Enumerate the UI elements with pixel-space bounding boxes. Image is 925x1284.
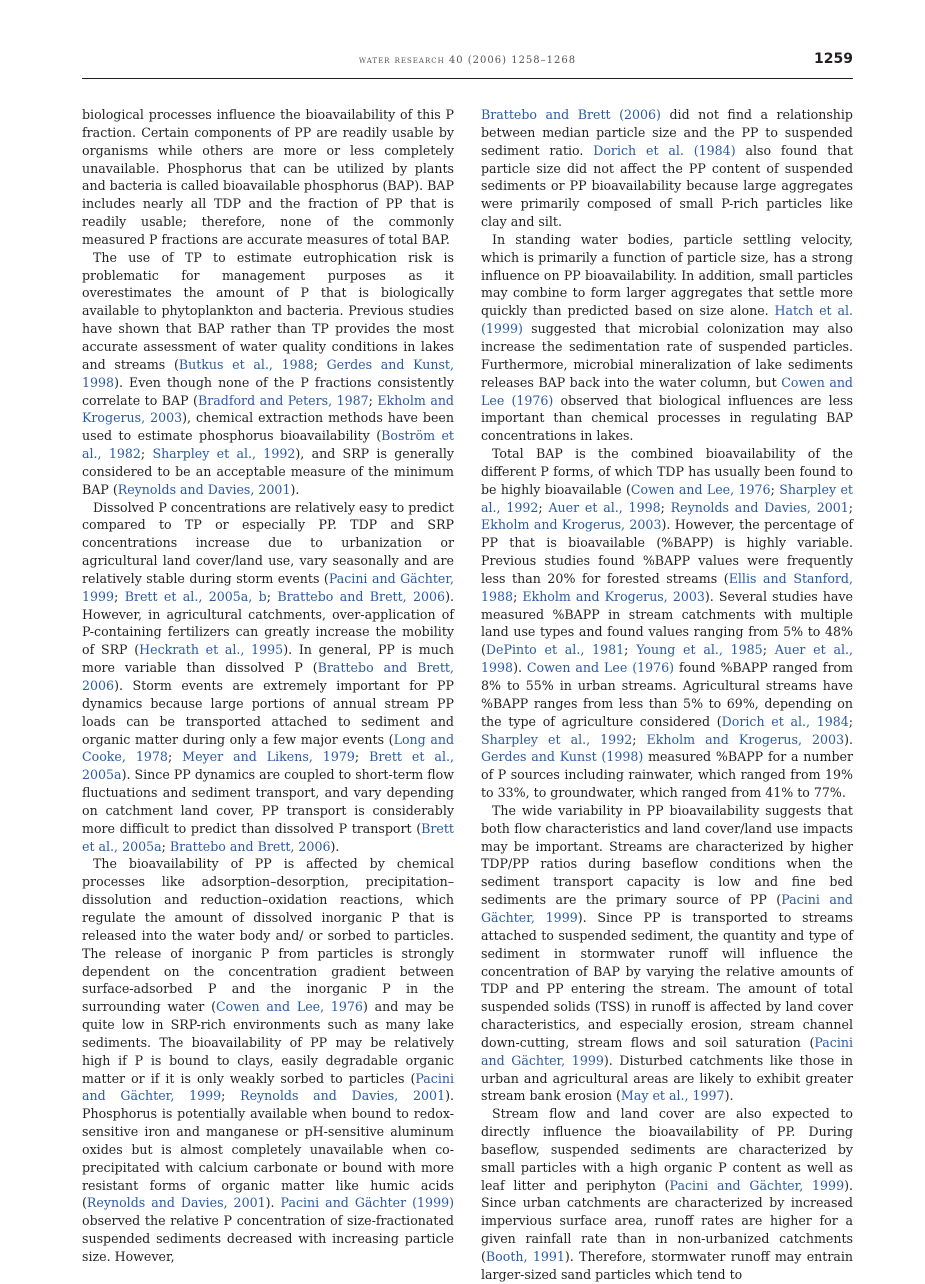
body-text: ;	[770, 481, 780, 497]
citation-link[interactable]: Heckrath et al., 1995	[139, 642, 284, 658]
citation-link[interactable]: Pacini and Gächter, 1999	[82, 1070, 454, 1104]
citation-link[interactable]: Sharpley et al., 1992	[481, 481, 853, 515]
body-text: ) and may be quite low in SRP-rich environments such as many lake sediments. The bioavailability of PP may be relatively high if P is bound to clays, easily degradable organic matter or if it is only weakly sorbed to particles (	[82, 999, 455, 1086]
journal-citation: water research 40 (2006) 1258–1268	[358, 55, 577, 66]
body-text: Total BAP is the combined bioavailability of the different P forms, of which TDP has usually been found to be highly bioavailable (	[481, 446, 853, 497]
body-text: ;	[762, 642, 775, 658]
body-text: ;	[354, 749, 370, 765]
body-text: ;	[660, 499, 671, 515]
body-text: ;	[221, 1088, 241, 1104]
citation-link[interactable]: Cowen and Lee, 1976	[630, 481, 771, 497]
body-text: ).	[844, 731, 853, 747]
body-text: also found that particle size did not affect the PP content of suspended sediments or PP bioavailability because large aggregates were primarily composed of small P-rich particles like clay and silt.	[481, 142, 853, 230]
paragraph	[82, 106, 454, 249]
citation-link[interactable]: Brattebo and Brett, 2006	[169, 838, 331, 854]
citation-link[interactable]: Cowen and Lee, 1976	[216, 999, 363, 1015]
body-text: biological processes influence the bioavailability of this P fraction. Certain components of PP are readily usable by organisms while others are more or less completely unavailable. Phosphorus that can be utilized by plants and bacteria is called bioavailable phosphorus (BAP). BAP includes nearly all TDP and the fraction of PP that is readily usable; therefore, none of the commonly measured P fractions are accurate measures of total BAP.	[82, 107, 454, 247]
paragraph	[481, 106, 853, 231]
citation-link[interactable]: Gerdes and Kunst, 1998	[82, 356, 454, 390]
paragraph	[82, 499, 454, 856]
citation-link[interactable]: Brattebo and Brett, 2006	[82, 660, 454, 693]
citation-link[interactable]: Pacini and Gächter, 1999	[481, 892, 853, 925]
body-text: ;	[624, 642, 637, 658]
citation-link[interactable]: Reynolds and Davies, 2001	[117, 481, 291, 497]
body-text: ). Even though none of the P fractions consistently correlate to BAP (	[82, 374, 454, 408]
citation-link[interactable]: Pacini and Gächter (1999)	[280, 1195, 455, 1211]
body-text: measured %BAPP for a number of P sources including rainwater, which ranged from 19% to 33%, to groundwater, which ranged from 41% to 77%.	[481, 749, 853, 801]
citation-link[interactable]: Brett et al., 2005a	[82, 820, 454, 854]
citation-link[interactable]: Booth, 1991	[485, 1249, 565, 1264]
citation-link[interactable]: Pacini and Gächter, 1999	[82, 570, 454, 604]
paragraph	[82, 249, 454, 499]
citation-link[interactable]: Cowen and Lee (1976)	[526, 660, 675, 676]
body-text: ), and SRP is generally considered to be an acceptable measure of the minimum BAP (	[82, 446, 454, 497]
citation-link[interactable]: Ekholm and Krogerus, 2003	[646, 731, 845, 747]
citation-link[interactable]: Hatch et al. (1999)	[481, 303, 853, 337]
citation-link[interactable]: Reynolds and Davies, 2001	[670, 499, 849, 515]
page-number: 1259	[814, 51, 853, 67]
right-column	[481, 106, 853, 1284]
citation-link[interactable]: Brattebo and Brett, 2006	[277, 588, 446, 604]
citation-link[interactable]: Bradford and Peters, 1987	[197, 392, 369, 408]
citation-link[interactable]: Pacini and Gächter, 1999	[481, 1034, 853, 1068]
citation-link[interactable]: Sharpley et al., 1992	[152, 446, 296, 462]
citation-link[interactable]: Ekholm and Krogerus, 2003	[522, 588, 705, 604]
citation-link[interactable]: Boström et al., 1982	[82, 428, 454, 462]
citation-link[interactable]: Sharpley et al., 1992	[481, 731, 633, 747]
citation-link[interactable]: Auer et al., 1998	[548, 499, 661, 515]
body-text: ).	[290, 481, 300, 497]
body-text: ;	[161, 838, 170, 854]
body-text: ).	[330, 838, 340, 854]
body-text: ;	[632, 731, 647, 747]
body-text: The bioavailability of PP is affected by chemical processes like adsorption–desorption, precipitation–dissolution and reduction–oxidation reactions, which regulate the amount of dissolved inorganic P that is released into the water body and/ or sorbed to particles. The release of inorganic P from particles is strongly dependent on the concentration gradient between surface-adsorbed P and the inorganic P in the surrounding water (	[82, 856, 454, 1015]
citation-link[interactable]: Butkus et al., 1988	[178, 356, 314, 372]
citation-link[interactable]: DePinto et al., 1981	[485, 642, 625, 658]
body-text: ;	[114, 588, 125, 604]
body-text: observed that biological influences are less important than chemical processes in regulating BAP concentrations in lakes.	[481, 392, 853, 444]
citation-link[interactable]: Ellis and Stanford, 1988	[481, 570, 853, 604]
body-text: ;	[848, 713, 853, 729]
body-text: ;	[848, 499, 854, 515]
body-text: ;	[167, 749, 183, 765]
body-text: ). Since PP is transported to streams attached to suspended sediment, the quantity and type of sediment in stormwater runoff will influence the concentration of BAP by varying the relative amounts of TDP and PP entering the stream. The amount of total suspended solids (TSS) in runoff is affected by land cover characteristics, and especially erosion, stream channel down-cutting, stream flows and soil saturation (	[481, 909, 853, 1050]
body-text: ). Since PP dynamics are coupled to short-term flow fluctuations and sediment transport, and vary depending on catchment land cover, PP transport is considerably more difficult to predict than dissolved P transport (	[82, 767, 454, 836]
citation-link[interactable]: Ekholm and Krogerus, 2003	[82, 392, 454, 426]
body-text: ). Phosphorus is potentially available when bound to redox-sensitive iron and manganese or pH-sensitive aluminum oxides but is almost completely unavailable when co-precipitated with calcium carbonate or bound with more resistant forms of organic matter like humic acids (	[82, 1088, 454, 1211]
citation-link[interactable]: Auer et al., 1998	[481, 642, 854, 676]
paragraph	[481, 1105, 853, 1283]
citation-link[interactable]: Brett et al., 2005a	[82, 749, 454, 783]
citation-link[interactable]: Ekholm and Krogerus, 2003	[481, 517, 662, 533]
body-text: ;	[266, 588, 278, 604]
body-text: ). Several studies have measured %BAPP in stream catchments with multiple land use types and found values ranging from 5% to 48% (	[481, 588, 854, 658]
citation-link[interactable]: Long and Cooke, 1978	[82, 731, 455, 765]
body-text: ;	[513, 588, 523, 604]
citation-link[interactable]: Reynolds and Davies, 2001	[86, 1195, 266, 1211]
left-column	[82, 106, 454, 1266]
body-text: ). Therefore, stormwater runoff may entrain larger-sized sand particles which tend to	[481, 1249, 853, 1282]
paragraph	[481, 802, 853, 1105]
paragraph	[481, 445, 853, 802]
body-text: ). Storm events are extremely important for PP dynamics because large portions of annual stream PP loads can be transported attached to sediment and organic matter during only a few major events (	[82, 678, 454, 747]
body-text: suggested that microbial colonization may also increase the sedimentation rate of suspended particles. Furthermore, microbial mineralization of lake sediments releases BAP back into the water column, but	[481, 321, 853, 390]
citation-link[interactable]: Dorich et al., 1984	[721, 713, 849, 729]
body-text: ;	[368, 392, 378, 408]
paragraph	[481, 231, 853, 445]
body-text: ). In general, PP is much more variable than dissolved P (	[82, 642, 455, 676]
body-text: ;	[140, 446, 153, 462]
citation-link[interactable]: Pacini and Gächter, 1999	[669, 1177, 845, 1193]
body-text: The use of TP to estimate eutrophication risk is problematic for management purposes as it overestimates the amount of P that is biologically available to phytoplankton and bacteria. Previous studies have shown that BAP rather than TP provides the most accurate assessment of water quality conditions in lakes and streams (	[82, 249, 454, 372]
body-text: ). Disturbed catchments like those in urban and agricultural areas are likely to exhibit greater stream bank erosion (	[481, 1052, 853, 1104]
citation-link[interactable]: Brattebo and Brett (2006)	[481, 107, 661, 122]
body-text: Stream flow and land cover are also expected to directly influence the bioavailability of PP. During baseflow, suspended sediments are characterized by small particles with a high organic P content as well as leaf litter and periphyton (	[481, 1106, 853, 1193]
paragraph	[82, 855, 454, 1265]
citation-link[interactable]: Young et al., 1985	[636, 642, 763, 658]
body-text: found %BAPP ranged from 8% to 55% in urban streams. Agricultural streams have %BAPP ranges from less than 5% to 69%, depending on the type of agriculture considered (	[481, 660, 853, 729]
body-text: ).	[265, 1195, 281, 1211]
citation-link[interactable]: Gerdes and Kunst (1998)	[481, 749, 644, 765]
body-text: ). However, the percentage of PP that is bioavailable (%BAPP) is highly variable. Previous studies found %BAPP values were frequently less than 20% for forested streams (	[481, 517, 853, 586]
body-text: Dissolved P concentrations are relatively easy to predict compared to TP or especially PP. TDP and SRP concentrations increase due to urbanization or agricultural land cover/land use, vary seasonally and are relatively stable during storm events (	[82, 499, 454, 586]
body-text: In standing water bodies, particle settling velocity, which is primarily a function of particle size, has a strong influence on PP bioavailability. In addition, small particles may combine to form larger aggregates that settle more quickly than predicted based on size alone.	[481, 231, 853, 319]
citation-link[interactable]: Dorich et al. (1984)	[593, 142, 736, 158]
body-text: ;	[313, 356, 327, 372]
citation-link[interactable]: Reynolds and Davies, 2001	[240, 1088, 446, 1104]
body-text: The wide variability in PP bioavailability suggests that both flow characteristics and land cover/land use impacts may be important. Streams are characterized by higher TDP/PP ratios during baseflow conditions when the sediment transport capacity is low and fine bed sediments are the primary source of PP (	[481, 802, 853, 908]
body-text: ;	[538, 499, 549, 515]
body-text: ).	[513, 660, 527, 676]
body-text: observed the relative P concentration of size-fractionated suspended sediments decreased with increasing particle size. However,	[82, 1213, 454, 1264]
citation-link[interactable]: Meyer and Likens, 1979	[182, 749, 355, 765]
running-header	[82, 48, 853, 79]
body-text: ). However, in agricultural catchments, over-application of P-containing fertilizers can greatly increase the mobility of SRP (	[82, 588, 454, 658]
body-text: did not find a relationship between median particle size and the PP to suspended sediment ratio.	[481, 107, 853, 158]
body-text: ).	[724, 1088, 734, 1104]
body-text: ), chemical extraction methods have been used to estimate phosphorus bioavailability (	[82, 410, 454, 444]
citation-link[interactable]: Cowen and Lee (1976)	[481, 374, 853, 408]
citation-link[interactable]: May et al., 1997	[620, 1088, 725, 1104]
body-text: ). Since urban catchments are characterized by increased impervious surface area, runoff rates are higher for a given rainfall rate than in non-urbanized catchments (	[481, 1177, 854, 1264]
citation-link[interactable]: Brett et al., 2005a, b	[124, 588, 267, 604]
